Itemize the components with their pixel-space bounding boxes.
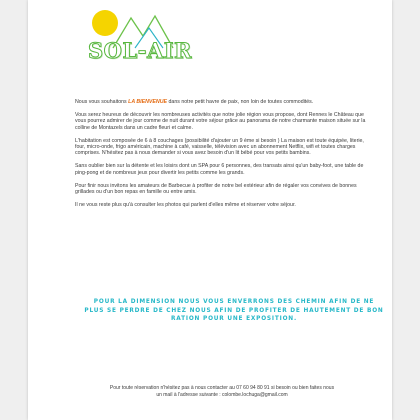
footer-line-email[interactable]: un mail à l'adresse suivante : colombe.lochuga@gmail.com xyxy=(156,392,288,398)
barbecue-paragraph: Pour finir nous invitons les amateurs de Barbecue à profiter de notre bel extérieur afin de régaler vos convives de bonnes grillades ou d'un bon repas en famille ou entre amis. xyxy=(75,182,357,196)
sun-icon xyxy=(92,10,118,36)
leisure-paragraph: Sans oublier bien sur la détente et les loisirs dont un SPA pour 6 personnes, des transats ainsi qu'un baby-foot, une table de ping-pong et de nombreux jeux pour divertir les petits comme les grands. xyxy=(75,163,364,176)
intro-before: Nous vous souhaitons xyxy=(75,99,129,105)
closing-paragraph: Il ne vous reste plus qu'à consulter les photos qui parlent d'elles même et réserver votre séjour. xyxy=(75,201,296,208)
logo-text: SOL-AIR xyxy=(88,38,193,63)
description-body xyxy=(75,99,369,215)
contact-footer xyxy=(72,385,372,399)
document-page xyxy=(28,0,392,420)
house-paragraph: L'habitation est composée de 6 à 8 couchages (possibilité d'ajouter un 9 ème si besoin ) La maison est toute équipée, literie, four, micro-onde, frigo américain, machine à café, vaisselle, télévision avec un abonnement Netflix, wifi et toutes charges comprises. N'hésitez pas à nous demander si vous avez besoin d'un lit bébé pour vos petits bambins. xyxy=(75,137,364,157)
highlight-callout: POUR LA DIMENSION NOUS VOUS ENVERRONS DES CHEMIN AFIN DE NE PLUS SE PERDRE DE CHEZ NOUS AFIN DE PROFITER DE HAUTEMENT DE BON RATION POUR UNE EXPOSITION. xyxy=(84,299,384,323)
intro-after: dans notre petit havre de paix, non loin de toutes commodités. xyxy=(167,99,314,105)
welcome-accent: LA BIENVENUE xyxy=(128,99,168,105)
intro-paragraph xyxy=(75,99,369,105)
activities-paragraph: Vous serez heureux de découvrir les nombreuses activités que notre jolie région vous propose, dont Rennes le Château que vous pourrez admirer de jour comme de nuit durant votre séjour grâce au panorama de notre charmante maison située sur la colline de Montazels dans un cadre fleuri et calme. xyxy=(75,111,366,131)
footer-line-phone: Pour toute réservation n'hésitez pas à nous contacter au 07 60 94 80 91 si besoin ou bien faites nous xyxy=(109,385,335,391)
